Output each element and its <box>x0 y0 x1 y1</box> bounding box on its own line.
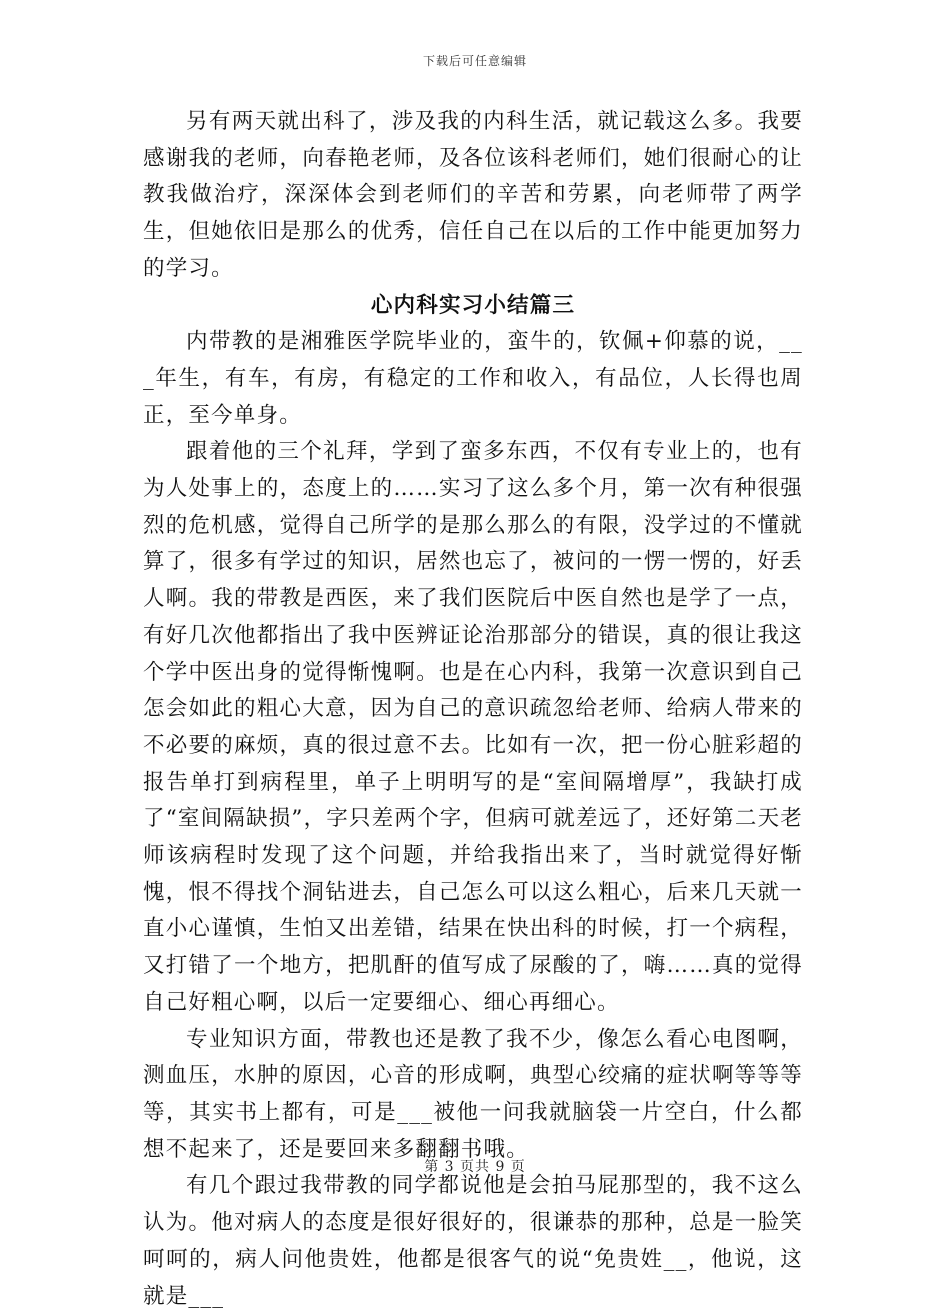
section-title: 心内科实习小结篇三 <box>370 292 576 318</box>
paragraph-three-weeks: 跟着他的三个礼拜，学到了蛮多东西，不仅有专业上的，也有为人处事上的，态度上的……实习了这么多个月，第一次有种很强烈的危机感，觉得自己所学的是那么那么的有限，没学过的不懂就算了，很多有学过的知识，居然也忘了，被问的一愣一愣的，好丢人啊。我的带教是西医，来了我们医院后中医自然也是学了一点，有好几次他都指出了我中医辨证论治那部分的错误，真的很让我这个学中医出身的觉得惭愧啊。也是在心内科，我第一次意识到自己怎会如此的粗心大意，因为自己的意识疏忽给老师、给病人带来的不必要的麻烦，真的很过意不去。比如有一次，把一份心脏彩超的报告单打到病程里，单子上明明写的是“室间隔增厚”，我缺打成了“室间隔缺损”，字只差两个字，但病可就差远了，还好第二天老师该病程时发现了这个问题，并给我指出来了，当时就觉得好惭愧，恨不得找个洞钻进去，自己怎么可以这么粗心，后来几天就一直小心谨慎，生怕又出差错，结果在快出科的时候，打一个病程，又打错了一个地方，把肌酐的值写成了尿酸的了，嗨……真的觉得自己好粗心啊，以后一定要细心、细心再细心。 <box>143 439 803 1015</box>
document-body <box>143 104 803 1315</box>
paragraph-professional-knowledge: 专业知识方面，带教也还是教了我不少，像怎么看心电图啊，测血压，水肿的原因，心音的形成啊，典型心绞痛的症状啊等等等等，其实书上都有，可是___被他一问我就脑袋一片空白，什么都想不起来了，还是要回来多翻翻书哦。 <box>143 1026 803 1162</box>
paragraph-intro: 另有两天就出科了，涉及我的内科生活，就记载这么多。我要感谢我的老师，向春艳老师，及各位该科老师们，她们很耐心的让教我做治疗，深深体会到老师们的辛苦和劳累，向老师带了两学生，但她依旧是那么的优秀，信任自己在以后的工作中能更加努力的学习。 <box>143 109 803 281</box>
paragraph-tutor-intro: 内带教的是湘雅医学院毕业的，蛮牛的，钦佩+仰慕的说，___年生，有车，有房，有稳定的工作和收入，有品位，人长得也周正，至今单身。 <box>143 329 803 428</box>
paragraph-tutor-attitude: 有几个跟过我带教的同学都说他是会拍马屁那型的，我不这么认为。他对病人的态度是很好很好的，很谦恭的那种，总是一脸笑呵呵的，病人问他贵姓，他都是很客气的说“免贵姓__，他说，这就是___ <box>143 1173 803 1309</box>
page-footer: 第 3 页共 9 页 <box>424 1159 526 1175</box>
page-header: 下载后可任意编辑 <box>422 54 527 68</box>
